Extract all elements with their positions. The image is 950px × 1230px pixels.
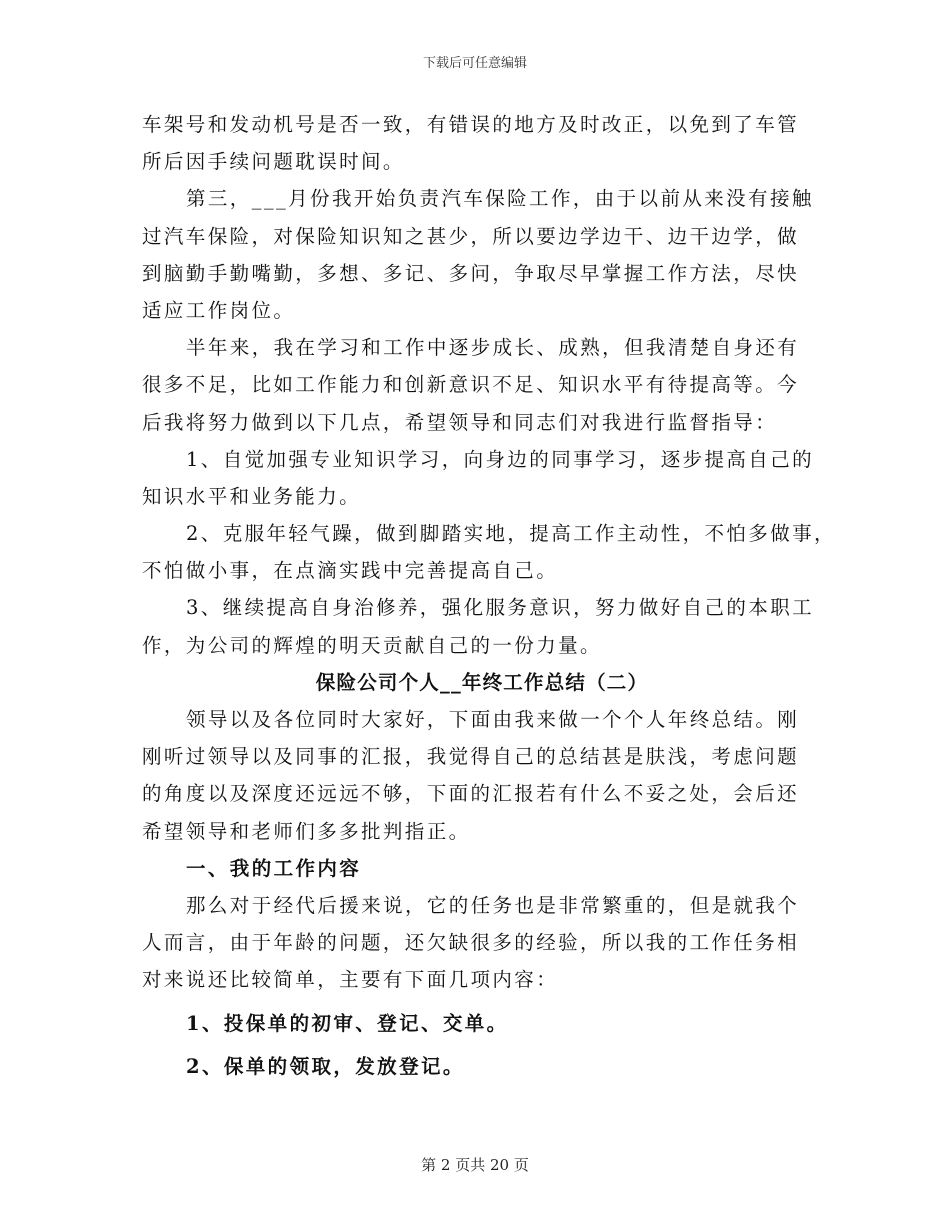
body-line: 后我将努力做到以下几点，希望领导和同志们对我进行监督指导： [142,410,778,434]
body-line: 车架号和发动机号是否一致，有错误的地方及时改正，以免到了车管 [142,113,800,136]
body-line: 希望领导和老师们多多批判指正。 [142,819,471,843]
body-line: 领导以及各位同时大家好，下面由我来做一个个人年终总结。刚 [186,708,800,731]
page-header: 下载后可任意编辑 [422,56,527,71]
list-item-line: 3、继续提高自身治修养，强化服务意识，努力做好自己的本职工 [186,596,815,620]
body-line: 对来说还比较简单，主要有下面几项内容： [142,968,559,992]
body-line: 很多不足，比如工作能力和创新意识不足、知识水平有待提高等。今 [142,373,800,397]
page-footer: 第 2 页共 20 页 [421,1156,529,1174]
body-line: 刚听过领导以及同事的汇报，我觉得自己的总结甚是肤浅，考虑问题 [142,745,800,769]
body-line: 适应工作岗位。 [142,298,296,322]
body-line: 的角度以及深度还远远不够，下面的汇报若有什么不妥之处，会后还 [142,782,800,806]
list-item-line: 1、自觉加强专业知识学习，向身边的同事学习，逐步提高自己的 [186,447,815,471]
document-body [142,106,836,1085]
list-item-line: 作，为公司的辉煌的明天贡献自己的一份力量。 [142,633,602,657]
list-item-line: 知识水平和业务能力。 [142,484,362,508]
body-line: 人而言，由于年龄的问题，还欠缺很多的经验，所以我的工作任务相 [142,931,800,955]
body-line: 到脑勤手勤嘴勤，多想、多记、多问，争取尽早掌握工作方法，尽快 [142,261,800,285]
body-line: 过汽车保险，对保险知识知之甚少，所以要边学边干、边干边学，做 [142,224,800,248]
list-item-line: 不怕做小事，在点滴实践中完善提高自己。 [142,559,559,583]
bold-list-item: 1、投保单的初审、登记、交单。 [186,1011,509,1035]
body-line: 半年来，我在学习和工作中逐步成长、成熟，但我清楚自身还有 [186,336,800,360]
body-line: 那么对于经代后援来说，它的任务也是非常繁重的，但是就我个 [186,893,800,917]
section-title: 保险公司个人__年终工作总结（二） [315,670,649,694]
body-line: 所后因手续问题耽误时间。 [142,150,405,174]
subsection-heading: 一、我的工作内容 [186,856,362,880]
bold-list-item: 2、保单的领取，发放登记。 [186,1054,465,1078]
list-item-line: 2、克服年轻气躁，做到脚踏实地，提高工作主动性，不怕多做事， [186,522,836,546]
body-line: 第三，___月份我开始负责汽车保险工作，由于以前从来没有接触 [186,187,814,211]
